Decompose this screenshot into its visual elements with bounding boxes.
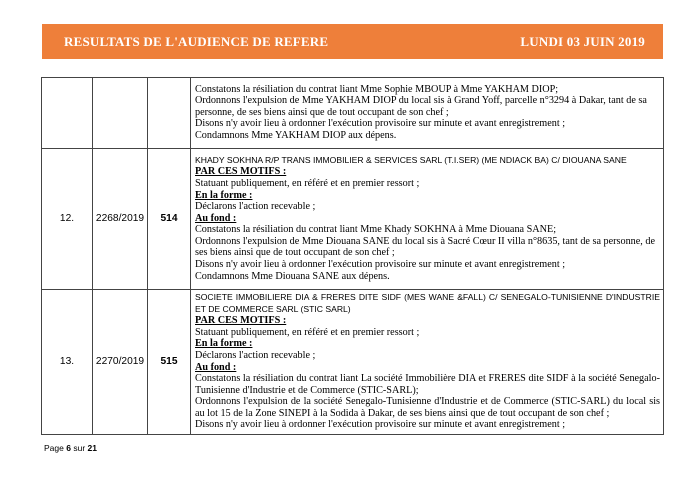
- ruling-line: Disons n'y avoir lieu à ordonner l'exécution provisoire sur minute et avant enregistrement ;: [195, 419, 566, 431]
- order-number-cell: 514: [148, 149, 191, 290]
- row-number-cell: 12.: [42, 149, 93, 290]
- ruling-line: Ordonnons l'expulsion de Mme Diouana SANE du local sis à Sacré Cœur II villa n°8635, tant de sa personne, de ses biens ainsi que de tout occupant de son chef ;: [195, 235, 656, 259]
- fond-heading: Au fond :: [195, 212, 237, 224]
- page-sep: sur: [73, 443, 86, 453]
- page-label: Page: [44, 443, 64, 453]
- ruling-line: Ordonnons l'expulsion de Mme YAKHAM DIOP du local sis à Grand Yoff, parcelle n°3294 à Dakar, tant de sa personne, de ses biens ainsi que de tout occupant de son chef ;: [195, 95, 647, 118]
- page-footer: [44, 443, 97, 453]
- forme-text: Déclarons l'action recevable ;: [195, 349, 316, 361]
- page-header-banner: [42, 24, 663, 59]
- motifs-text: Statuant publiquement, en référé et en premier ressort ;: [195, 177, 420, 189]
- ruling-text-cell: [191, 149, 664, 290]
- header-date: LUNDI 03 JUIN 2019: [520, 33, 645, 49]
- ruling-line: Constatons la résiliation du contrat liant La société Immobilière DIA et FRERES dite SIDF à la société Senegalo-Tunisienne d'Industrie et de Commerce (STIC-SARL);: [195, 373, 660, 396]
- table-row: [42, 149, 664, 290]
- ruling-line: Disons n'y avoir lieu à ordonner l'exécution provisoire sur minute et avant enregistrement ;: [195, 118, 566, 130]
- table-row: [42, 78, 664, 149]
- case-number-cell: 2268/2019: [93, 149, 148, 290]
- header-title: RESULTATS DE L'AUDIENCE DE REFERE: [64, 33, 329, 49]
- rulings-table: [41, 77, 664, 435]
- ruling-line: Constatons la résiliation du contrat liant Mme Khady SOKHNA à Mme Diouana SANE;: [195, 224, 557, 236]
- motifs-heading: PAR CES MOTIFS :: [195, 315, 287, 327]
- ruling-line: Disons n'y avoir lieu à ordonner l'exécution provisoire sur minute et avant enregistrement ;: [195, 259, 566, 271]
- ruling-text-cell: [191, 290, 664, 435]
- parties-line: KHADY SOKHNA R/P TRANS IMMOBILIER & SERVICES SARL (T.I.SER) (ME NDIACK BA) C/ DIOUANA SANE: [195, 154, 627, 165]
- parties-line: SOCIETE IMMOBILIERE DIA & FRERES DITE SIDF (MES WANE &FALL) C/ SENEGALO-TUNISIENNE D'INDUSTRIE ET DE COMMERCE SARL (STIC SARL): [195, 291, 660, 314]
- forme-heading: En la forme :: [195, 338, 253, 350]
- forme-text: Déclarons l'action recevable ;: [195, 201, 316, 213]
- page-total: 21: [87, 443, 97, 453]
- row-number-cell: [42, 78, 93, 149]
- ruling-line: Constatons la résiliation du contrat liant Mme Sophie MBOUP à Mme YAKHAM DIOP;: [195, 83, 559, 95]
- ruling-line: Ordonnons l'expulsion de la société Senegalo-Tunisienne d'Industrie et de Commerce (STIC-SARL) du local sis au lot 15 de la Zone SINEPI à la Sodida à Dakar, de ses biens ainsi que de tout occupant de son chef ;: [195, 396, 660, 419]
- page-current: 6: [66, 443, 71, 453]
- ruling-line: Condamnons Mme YAKHAM DIOP aux dépens.: [195, 129, 397, 141]
- order-number-cell: [148, 78, 191, 149]
- order-number-cell: 515: [148, 290, 191, 435]
- motifs-heading: PAR CES MOTIFS :: [195, 166, 287, 178]
- ruling-text-cell: [191, 78, 664, 149]
- forme-heading: En la forme :: [195, 189, 253, 201]
- motifs-text: Statuant publiquement, en référé et en premier ressort ;: [195, 326, 420, 338]
- case-number-cell: [93, 78, 148, 149]
- ruling-line: Condamnons Mme Diouana SANE aux dépens.: [195, 270, 390, 282]
- table-row: [42, 290, 664, 435]
- row-number-cell: 13.: [42, 290, 93, 435]
- case-number-cell: 2270/2019: [93, 290, 148, 435]
- fond-heading: Au fond :: [195, 361, 237, 373]
